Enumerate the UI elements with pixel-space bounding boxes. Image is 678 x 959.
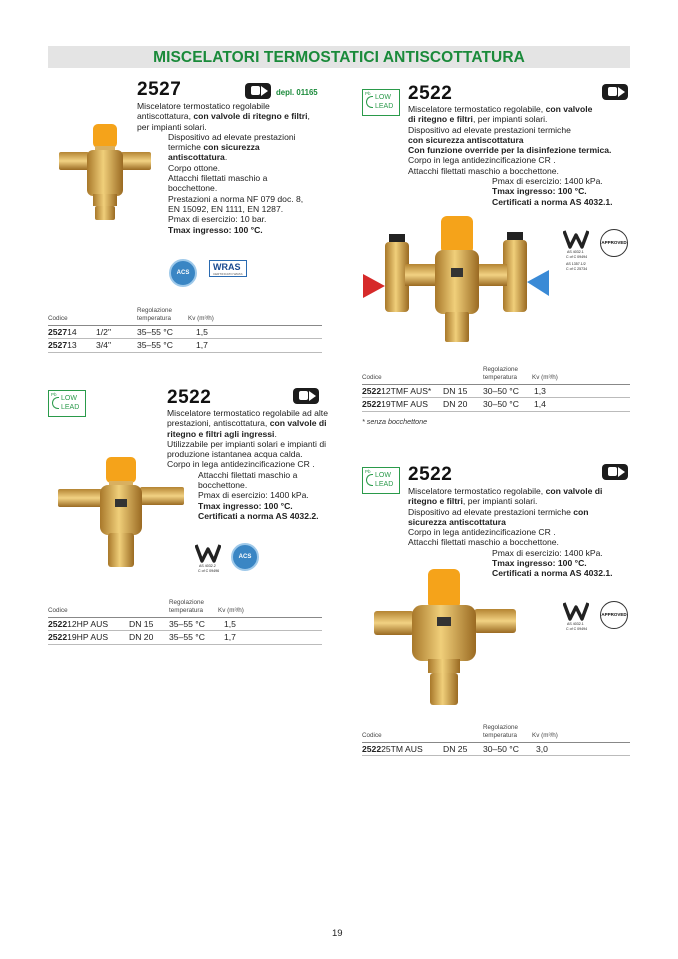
certification-mark-icon bbox=[602, 464, 628, 480]
product-code-title: 2522 bbox=[408, 83, 453, 104]
table-row: 252219HP AUS DN 20 35–55 °C 1,7 bbox=[48, 632, 236, 642]
wras-certification-icon: WRAS CERTIFICATO WRAS bbox=[209, 260, 247, 277]
table-row: 252714 1/2" 35–55 °C 1,5 bbox=[48, 327, 208, 337]
page-banner: MISCELATORI TERMOSTATICI ANTISCOTTATURA bbox=[48, 46, 630, 68]
table-row: 252212TMF AUS* DN 15 30–50 °C 1,3 bbox=[362, 386, 546, 396]
valve-2522-tm-image bbox=[370, 565, 520, 707]
table-row: 252713 3/4" 35–55 °C 1,7 bbox=[48, 340, 208, 350]
product-description: Miscelatore termostatico regolabile, con valvole di ritegno e filtri, per impianti solari. Dispositivo ad elevate prestazioni termiche con sicurezza antiscottatura Con funzione override per la disinfezione termica. Corpo in lega antidezincificazione CR . Attacchi filettati maschio a bocchettone. Pmax di esercizio: 1400 kPa. Tmax ingresso: 100 °C. Certificati a norma AS 4032.1. bbox=[408, 104, 613, 207]
low-lead-badge-icon: Pb LOW LEAD bbox=[362, 467, 400, 494]
depl-reference: depl. 01165 bbox=[276, 88, 318, 97]
certification-mark-icon bbox=[293, 388, 319, 404]
acs-certification-icon: ACS bbox=[169, 259, 197, 287]
table-row: 252225TM AUS DN 25 30–50 °C 3,0 bbox=[362, 744, 548, 754]
acs-certification-icon: ACS bbox=[231, 543, 259, 571]
product-description: Miscelatore termostatico regolabile, con valvole di ritegno e filtri, per impianti solari. Dispositivo ad elevate prestazioni termiche con sicurezza antiscottatura Corpo in lega antidezincificazione CR . Attacchi filettati maschio a bocchettone. Pmax di esercizio: 1400 kPa. Tmax ingresso: 100 °C. Certificati a norma AS 4032.1. bbox=[408, 486, 613, 579]
product-table: Codice Regolazione temperatura Kv (m³/h) 252212TMF AUS* DN 15 30–50 °C 1,3 252219TMF AUS DN 20 30–50 °C 1,4 bbox=[362, 364, 630, 416]
product-table: Codice Regolazione temperatura Kv (m³/h) 252714 1/2" 35–55 °C 1,5 252713 3/4" 35–55 °C 1,7 bbox=[48, 305, 322, 357]
valve-2522-tmf-image bbox=[355, 212, 555, 347]
product-table: Codice Regolazione temperatura Kv (m³/h) 252212HP AUS DN 15 35–55 °C 1,5 252219HP AUS DN 20 35–55 °C 1,7 bbox=[48, 597, 322, 649]
product-code-title: 2522 bbox=[408, 464, 453, 485]
page-number: 19 bbox=[332, 928, 343, 939]
table-row: 252219TMF AUS DN 20 30–50 °C 1,4 bbox=[362, 399, 546, 409]
certification-mark-icon bbox=[245, 83, 271, 99]
approved-seal-icon: APPROVED bbox=[600, 229, 628, 257]
table-header: Codice bbox=[48, 315, 68, 322]
certification-mark-icon bbox=[602, 84, 628, 100]
product-code-title: 2527 bbox=[137, 79, 182, 100]
product-description: Miscelatore termostatico regolabile antiscottatura, con valvole di ritegno e filtri, per impianti solari. Dispositivo ad elevate prestazioni termiche con sicurezza antiscottatura. Corpo ottone. Attacchi filettati maschio a bocchettone. Prestazioni a norma NF 079 doc. 8, EN 15092, EN 1111, EN 1287. Pmax di esercizio: 10 bar. Tmax ingresso: 100 °C. bbox=[137, 101, 310, 235]
low-lead-badge-icon: Pb LOW LEAD bbox=[362, 89, 400, 116]
product-description: Miscelatore termostatico regolabile ad alte prestazioni, antiscottatura, con valvole di ritegno e filtri agli ingressi. Utilizzabile per impianti solari e impianti di produzione istantanea acqua calda. Corpo in lega antidezincificazione CR . Attacchi filettati maschio a bocchettone. Pmax di esercizio: 1400 kPa. Tmax ingresso: 100 °C. Certificati a norma AS 4032.2. bbox=[167, 408, 328, 521]
approved-seal-icon: APPROVED bbox=[600, 601, 628, 629]
low-lead-badge-icon: Pb LOW LEAD bbox=[48, 390, 86, 417]
table-footnote: * senza bocchettone bbox=[362, 417, 428, 426]
product-code-title: 2522 bbox=[167, 387, 212, 408]
product-table: Codice Regolazione temperatura Kv (m³/h) 252225TM AUS DN 25 30–50 °C 3,0 bbox=[362, 722, 630, 762]
table-row: 252212HP AUS DN 15 35–55 °C 1,5 bbox=[48, 619, 236, 629]
valve-2522-hp-image bbox=[56, 453, 186, 571]
